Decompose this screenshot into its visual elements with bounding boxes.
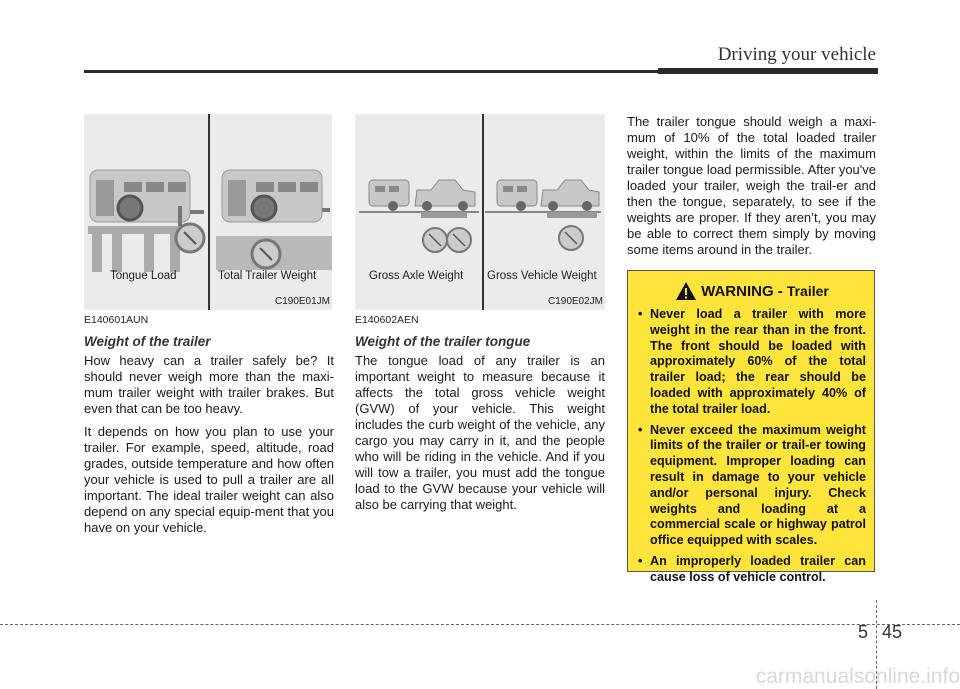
footer-dashed-rule <box>0 624 960 625</box>
warning-header <box>638 281 866 301</box>
section-weight-of-tongue <box>355 314 605 520</box>
warning-label: WARNING - <box>701 282 783 300</box>
paragraph: The tongue load of any trailer is an important weight to measure because it affects the total gross vehicle weight (GVW) of your vehicle. This weight includes the curb weight of the vehicle, any cargo you may carry in it, and the people who will be riding in the vehicle. And if you will tow a trailer, you must add the tongue load to the GVW because your vehicle will also be carrying that weight. <box>355 353 605 512</box>
chapter-number: 5 <box>858 622 869 642</box>
section-weight-of-trailer <box>84 314 334 543</box>
warning-triangle-icon <box>675 281 697 301</box>
section-title: Weight of the trailer tongue <box>355 334 531 349</box>
figure-code: C190E02JM <box>547 296 603 307</box>
warning-topic: Trailer <box>786 283 829 299</box>
figure-label-gross-axle-weight: Gross Axle Weight <box>369 270 464 282</box>
paragraph: The trailer tongue should weigh a maxi-mum of 10% of the total loaded trailer weight, within the limits of the maximum trailer tongue load permissible. After you've loaded your trailer, weigh the trail-er and then the tongue, separately, to see if the weights are proper. If they aren’t, you may be able to correct them simply by moving some items around in the trailer. <box>627 114 876 257</box>
figure-trailer-weight <box>84 114 332 310</box>
header-rule-accent <box>658 68 878 74</box>
warning-item: • Never exceed the maximum weight limits of the trailer or trail-er towing equipment. Improper loading can result in damage to your vehicle and/or personal injury. Check weights and loading at a commercial scale or highway patrol office equipped with scales. <box>638 423 866 549</box>
figure-label-total-trailer-weight: Total Trailer Weight <box>218 270 317 282</box>
figure-divider <box>208 114 210 310</box>
section-code: E140601AUN <box>84 314 149 326</box>
warning-list <box>638 307 866 586</box>
figure-code: C190E01JM <box>274 296 330 307</box>
warning-box <box>627 270 875 584</box>
warning-item: • Never load a trailer with more weight in the rear than in the front. The front should be loaded with approximately 60% of the total trailer load; the rear should be loaded with approximately 40% of the total trailer load. <box>638 307 866 418</box>
figure-label-tongue-load: Tongue Load <box>110 270 177 282</box>
watermark: carmanualsonline.info <box>755 665 960 688</box>
paragraph: It depends on how you plan to use your trailer. For example, speed, altitude, road grades, outside temperature and how often your vehicle is used to pull a trailer are all important. The ideal trailer weight can also depend on any special equip-ment that you have on your vehicle. <box>84 424 334 535</box>
figure-label-gross-vehicle-weight: Gross Vehicle Weight <box>487 270 597 282</box>
page-number: 45 <box>882 622 903 642</box>
figure-divider <box>482 114 484 310</box>
section-tongue-guidance <box>627 114 876 265</box>
figure-gross-weights <box>355 114 605 310</box>
section-code: E140602AEN <box>355 314 419 326</box>
paragraph: How heavy can a trailer safely be? It should never weigh more than the maxi-mum trailer weight with trailer brakes. But even that can be too heavy. <box>84 353 334 416</box>
header-title: Driving your vehicle <box>717 44 876 65</box>
warning-item: • An improperly loaded trailer can cause loss of vehicle control. <box>638 554 866 586</box>
section-title: Weight of the trailer <box>84 334 211 349</box>
